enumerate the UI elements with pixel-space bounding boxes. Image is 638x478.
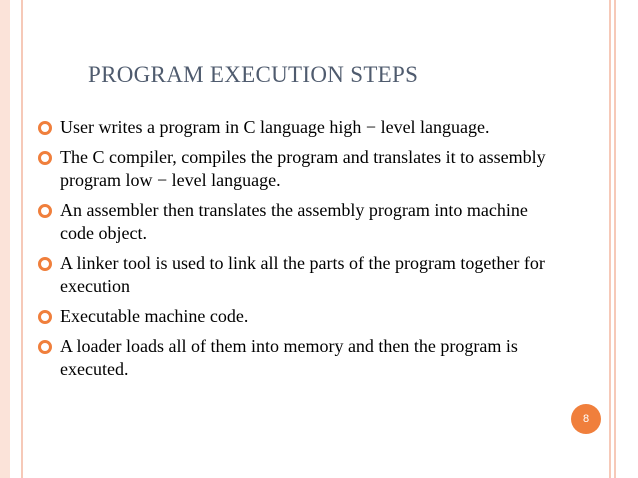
bullet-item bbox=[38, 305, 548, 328]
left-decorative-line bbox=[21, 0, 23, 478]
page-number-badge: 8 bbox=[571, 404, 601, 434]
ring-bullet-icon bbox=[38, 151, 52, 165]
right-decorative-line-inner bbox=[614, 0, 616, 478]
ring-bullet-icon bbox=[38, 121, 52, 135]
bullet-text: Executable machine code. bbox=[60, 306, 249, 326]
ring-bullet-icon bbox=[38, 310, 52, 324]
ring-bullet-icon bbox=[38, 257, 52, 271]
bullet-item bbox=[38, 252, 548, 298]
right-decorative-line bbox=[609, 0, 611, 478]
ring-bullet-icon bbox=[38, 340, 52, 354]
bullet-text: The C compiler, compiles the program and translates it to assembly program low − level language. bbox=[60, 147, 546, 190]
bullet-item bbox=[38, 335, 548, 381]
bullet-text: A loader loads all of them into memory and then the program is executed. bbox=[60, 336, 518, 379]
bullet-item bbox=[38, 116, 548, 139]
bullet-text: A linker tool is used to link all the parts of the program together for execution bbox=[60, 253, 545, 296]
bullet-text: User writes a program in C language high − level language. bbox=[60, 117, 490, 137]
bullet-item bbox=[38, 146, 548, 192]
bullet-item bbox=[38, 199, 548, 245]
slide-title: PROGRAM EXECUTION STEPS bbox=[88, 62, 419, 87]
bullet-text: An assembler then translates the assembly program into machine code object. bbox=[60, 200, 528, 243]
ring-bullet-icon bbox=[38, 204, 52, 218]
bullet-list bbox=[38, 116, 548, 388]
left-decorative-band bbox=[0, 0, 10, 478]
